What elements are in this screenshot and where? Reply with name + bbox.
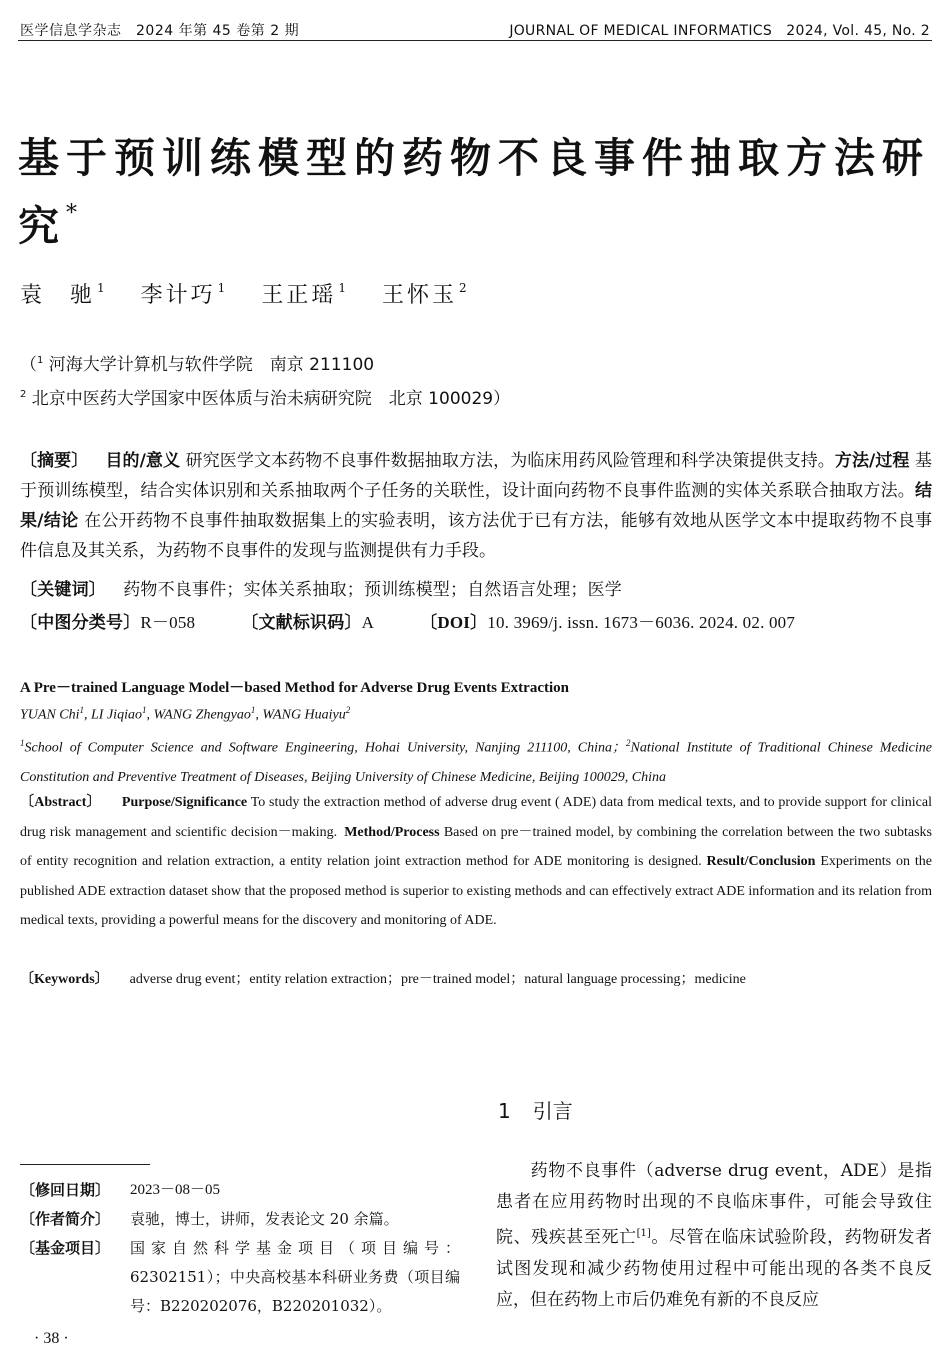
english-result-label: Result/Conclusion xyxy=(706,854,816,869)
header-rule xyxy=(18,40,932,41)
running-header-right: JOURNAL OF MEDICAL INFORMATICS 2024, Vol. 45, No. 2 xyxy=(509,23,930,39)
english-affiliations xyxy=(20,729,932,793)
cn-abstract xyxy=(20,446,932,566)
affiliation-close-paren: ） xyxy=(493,389,511,409)
author-name: 李计巧 xyxy=(140,283,216,308)
english-author-mark: 1 xyxy=(141,705,147,715)
footnote-rule xyxy=(20,1164,150,1165)
affiliation-text: 河海大学计算机与软件学院 南京 211100 xyxy=(43,355,375,375)
author xyxy=(382,283,467,308)
cn-abstract-label: 〔摘要〕 xyxy=(20,451,89,471)
affiliation-number: 1 xyxy=(37,355,44,366)
cn-result-label: 结果/结论 xyxy=(20,481,932,531)
cn-keywords-text: 药物不良事件；实体关系抽取；预训练模型；自然语言处理；医学 xyxy=(123,580,623,600)
author-name: 袁 驰 xyxy=(20,283,96,308)
section-heading xyxy=(498,1095,573,1124)
intro-paragraph xyxy=(496,1156,932,1316)
author xyxy=(261,283,346,308)
english-title: A Pre－trained Language Model－based Method for Adverse Drug Events Extraction xyxy=(20,680,570,696)
affiliation-open-paren: （ xyxy=(20,355,37,375)
intro-text-part: 药物不良事件（adverse drug event，ADE）是指患者在应用药物时出现的不良临床事件，可能会导致住院、残疾甚至死亡 xyxy=(496,1161,932,1248)
author xyxy=(20,283,105,308)
english-keywords-label: 〔Keywords〕 xyxy=(20,972,109,987)
author-affiliation-mark: 1 xyxy=(338,281,346,295)
english-author-mark: 1 xyxy=(79,705,85,715)
cn-purpose-label: 目的/意义 xyxy=(105,451,181,471)
english-author: WANG Zhengyao xyxy=(153,707,251,723)
article-title-text: 基于预训练模型的药物不良事件抽取方法研究 xyxy=(18,134,930,250)
affiliation xyxy=(20,384,510,409)
intro-text-part: 。尽管在临床试验阶段，药物研发者试图发现和减少药物使用过程中可能出现的各类不良反应，但在药物上市后仍难免有新的不良反应 xyxy=(496,1227,932,1310)
english-author-list: YUAN Chi$^1$, LI Jiqiao$^1$, WANG Zhengyao$^1$, WANG Huaiyu$^2$ xyxy=(20,705,351,723)
clc-label: 〔中图分类号〕 xyxy=(20,613,141,633)
citation-marker: [1] xyxy=(636,1228,651,1239)
english-author-mark: 2 xyxy=(345,705,351,715)
english-affiliation-text: School of Computer Science and Software Engineering, Hohai University, Nanjing 211100, China； xyxy=(24,740,627,756)
english-keywords xyxy=(20,965,932,995)
author-affiliation-mark: 2 xyxy=(458,281,467,295)
section-title: 引言 xyxy=(532,1099,573,1123)
english-method-label: Method/Process xyxy=(344,824,440,840)
cn-keywords-label: 〔关键词〕 xyxy=(20,580,106,600)
cn-keywords xyxy=(20,575,932,600)
english-author: LI Jiqiao xyxy=(91,707,142,723)
doi-label: DOI xyxy=(437,613,471,632)
author-affiliation-mark: 1 xyxy=(217,281,226,295)
author-name: 王正瑶 xyxy=(261,283,337,308)
english-keywords-text: adverse drug event；entity relation extraction；pre－trained model；natural language processing；medicine xyxy=(129,972,746,987)
footnote-value: 2023－08－05 xyxy=(130,1182,221,1198)
english-author: YUAN Chi xyxy=(20,707,80,723)
doc-code-value: A xyxy=(361,613,375,632)
author-affiliation-mark: 1 xyxy=(97,281,105,295)
doi-open-bracket: 〔 xyxy=(420,613,438,633)
running-header-left: 医学信息学杂志 2024 年第 45 卷第 2 期 xyxy=(20,23,300,39)
author xyxy=(141,283,226,308)
english-author: WANG Huaiyu xyxy=(262,707,346,723)
english-purpose-text: To study the extraction method of adverse drug event ( ADE) data from medical texts, and to provide support for clinical drug risk management and scientific decision－making. xyxy=(20,795,932,840)
english-author-mark: 1 xyxy=(250,705,256,715)
footnote-value: 袁驰，博士，讲师，发表论文 20 余篇。 xyxy=(130,1210,399,1228)
english-purpose-label: Purpose/Significance xyxy=(121,795,248,810)
author-name: 王怀玉 xyxy=(381,283,457,308)
footnote-label: 〔修回日期〕 xyxy=(20,1181,111,1199)
article-title xyxy=(18,130,933,254)
cn-classification xyxy=(20,608,932,633)
cn-result-text: 在公开药物不良事件抽取数据集上的实验表明，该方法优于已有方法，能够有效地从医学文本中提取药物不良事件信息及其关系，为药物不良事件的发现与监测提供有力手段。 xyxy=(20,511,932,561)
english-method-text: Based on pre－trained model, by combining the correlation between the two subtasks of entity recognition and relation extraction, a entity relation joint extraction method for ADE monitoring is designed. xyxy=(20,824,933,869)
affiliation-number: 2 xyxy=(20,389,27,400)
english-affiliation-number: 1 xyxy=(20,738,25,748)
cn-method-label: 方法/过程 xyxy=(834,451,910,471)
section-number: 1 xyxy=(498,1099,511,1123)
author-list xyxy=(20,278,493,309)
cn-purpose-text: 研究医学文本药物不良事件数据抽取方法，为临床用药风险管理和科学决策提供支持。 xyxy=(185,451,835,471)
footnote-value: 国家自然科学基金项目（项目编号：62302151）；中央高校基本科研业务费（项目编号：B220202076，B220201032）。 xyxy=(130,1239,460,1315)
doi-close-bracket: 〕 xyxy=(470,613,488,633)
doi-value: 10. 3969/j. issn. 1673－6036. 2024. 02. 007 xyxy=(487,613,796,632)
affiliation-text: 北京中医药大学国家中医体质与治未病研究院 北京 100029 xyxy=(26,389,494,409)
english-abstract-label: 〔Abstract〕 xyxy=(20,795,101,810)
english-result-text: Experiments on the published ADE extraction dataset show that the proposed method is superior to existing methods and can effectively extract ADE information and its relation from medical texts, providing a powerful means for the discovery and monitoring of ADE. xyxy=(20,854,932,928)
english-abstract xyxy=(20,788,932,936)
footnote-label: 〔作者简介〕 xyxy=(20,1210,111,1228)
english-affiliation-text: National Institute of Traditional Chinese Medicine Constitution and Preventive Treatment of Diseases, Beijing University of Chinese Medicine, Beijing 100029, China xyxy=(20,740,932,786)
english-affiliation-number: 2 xyxy=(626,738,631,748)
page-number: · 38 · xyxy=(34,1330,69,1347)
doc-code-label: 〔文献标识码〕 xyxy=(241,613,362,633)
clc-value: R－058 xyxy=(140,613,196,632)
cn-method-text: 基于预训练模型，结合实体识别和关系抽取两个子任务的关联性，设计面向药物不良事件监测的实体关系联合抽取方法。 xyxy=(20,451,933,501)
footnote-label: 〔基金项目〕 xyxy=(20,1239,111,1257)
title-footnote-mark: * xyxy=(66,201,77,226)
affiliation xyxy=(20,350,374,375)
